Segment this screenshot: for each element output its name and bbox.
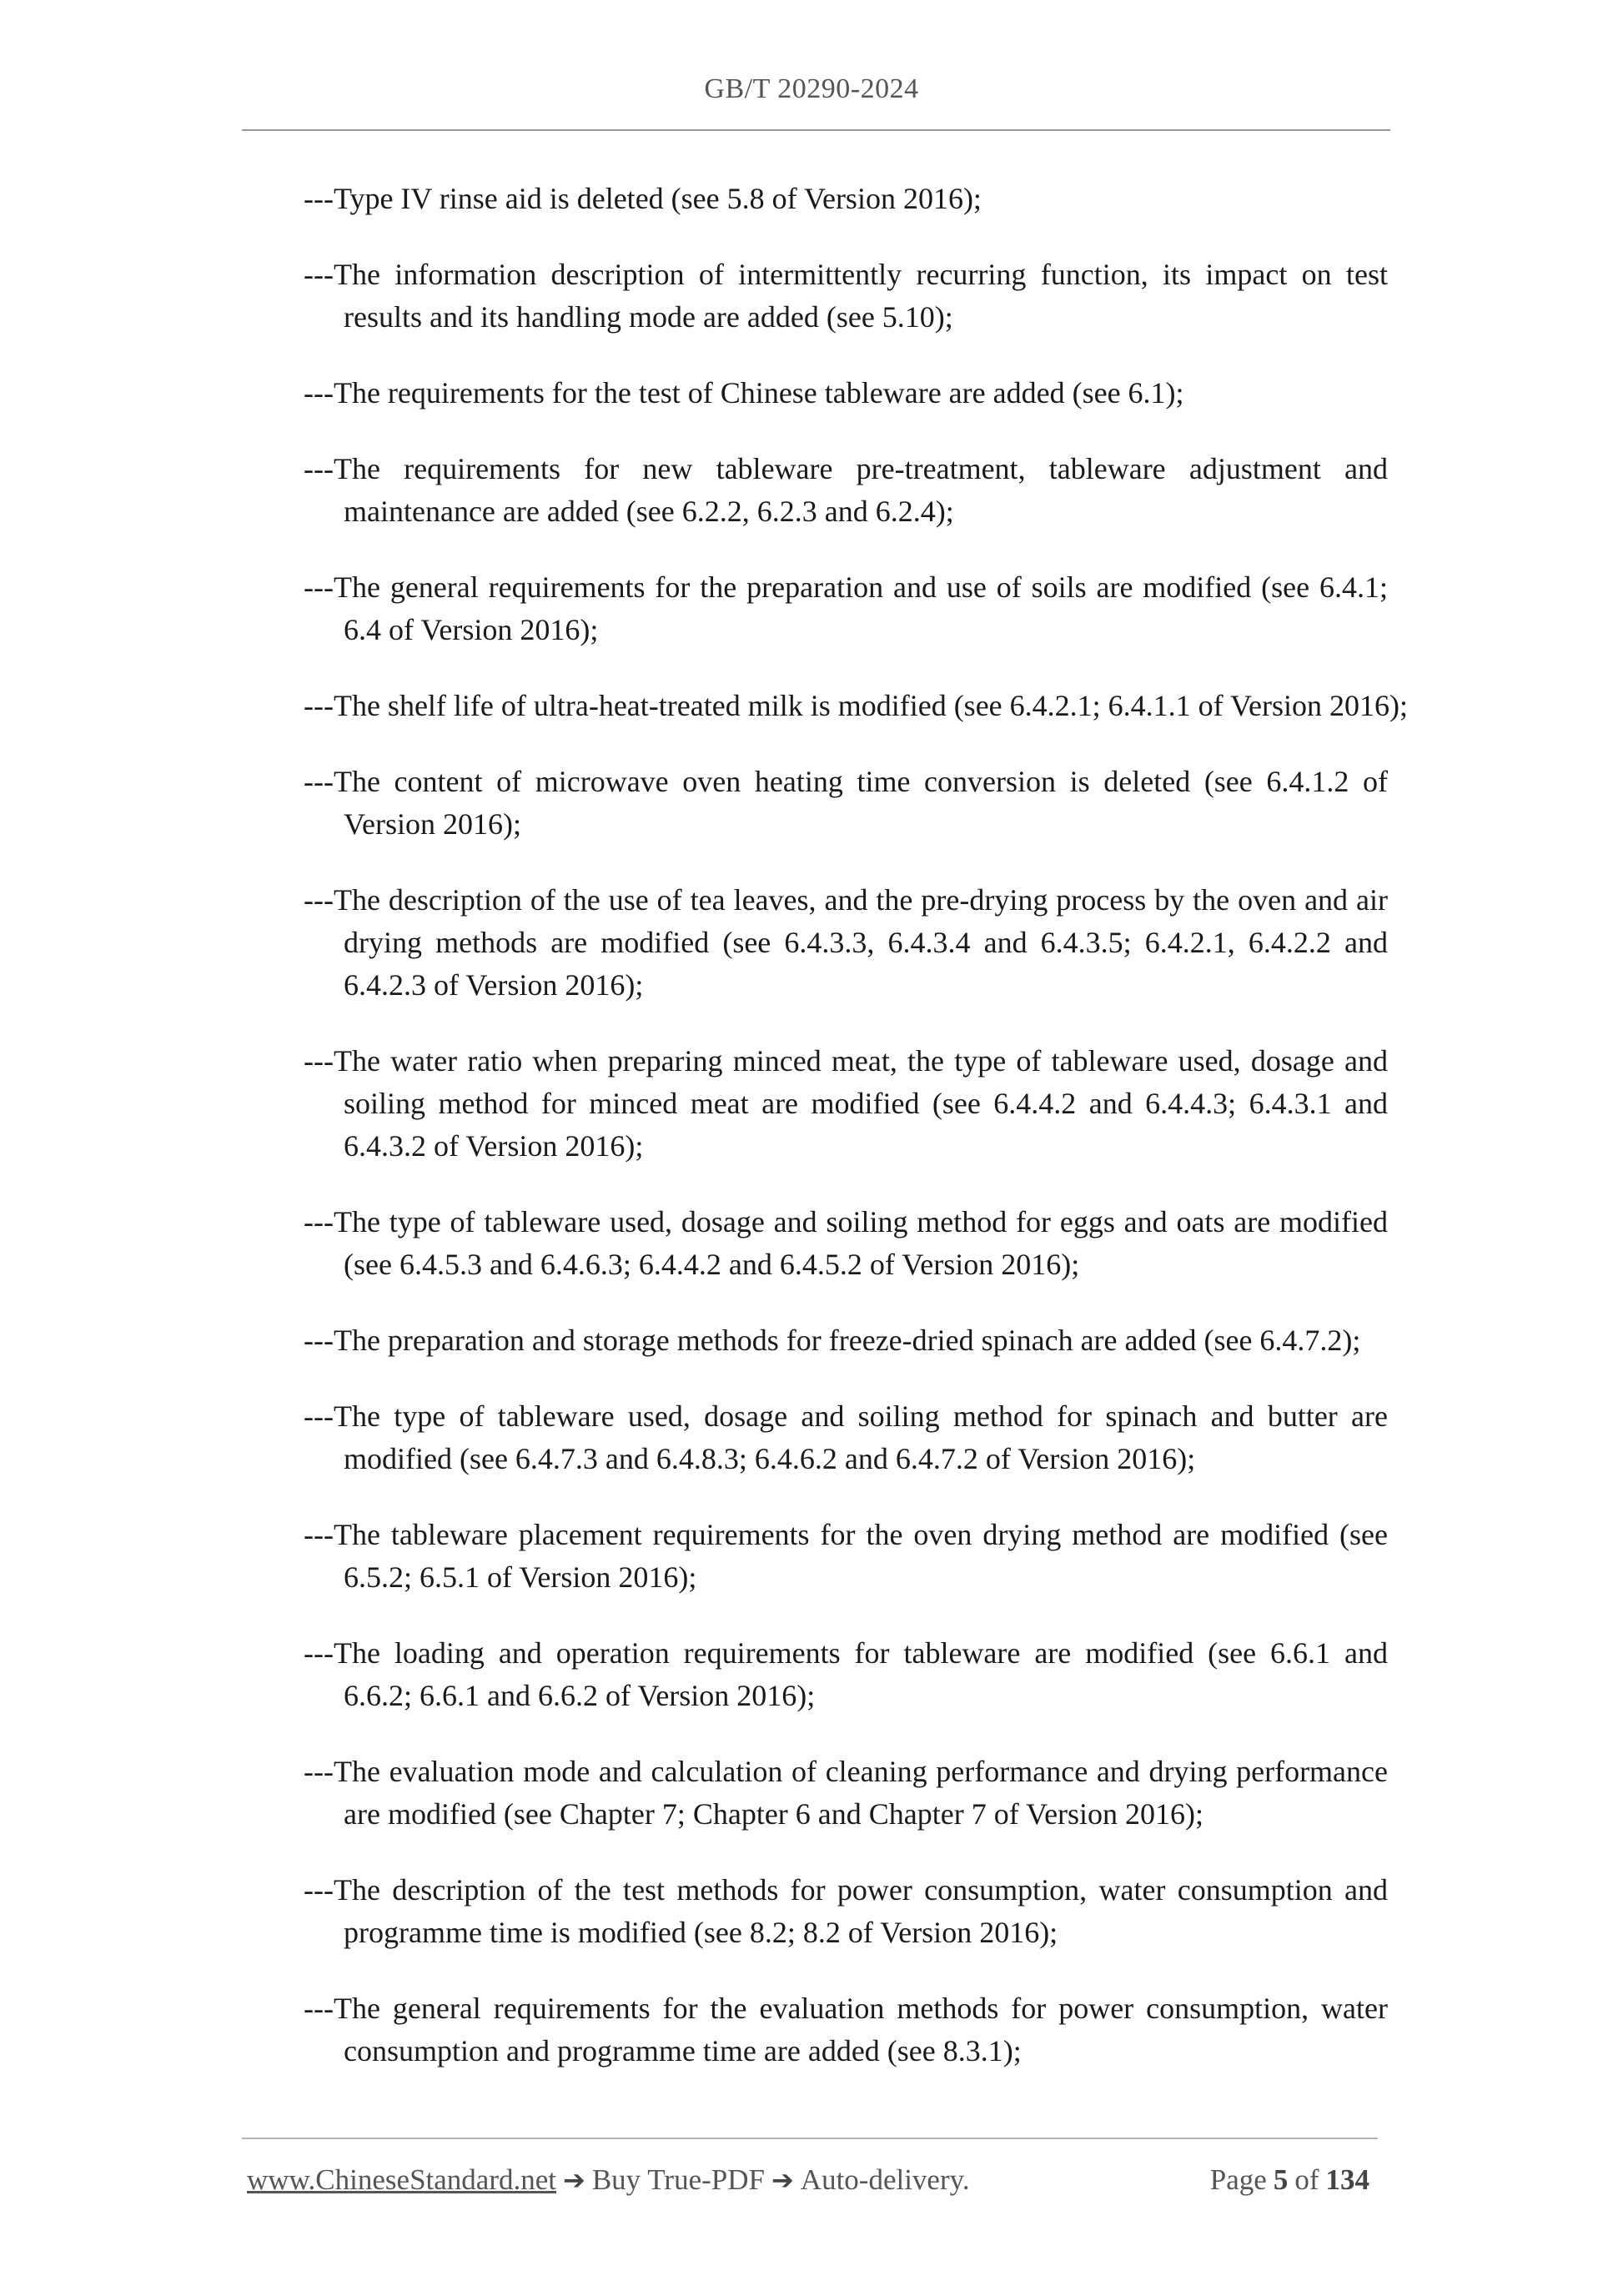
site-link[interactable]: www.ChineseStandard.net (247, 2163, 556, 2196)
change-item: ---The water ratio when preparing minced meat, the type of tableware used, dosage and soiling method for minced meat are modified (see 6.4.4.2 and 6.4.4.3; 6.4.3.1 and 6.4.3.2 of Version 2016); (304, 1044, 1388, 1163)
delivery-text: Auto-delivery. (800, 2163, 970, 2196)
page-total: 134 (1325, 2163, 1369, 2196)
header-divider (242, 129, 1390, 131)
right-arrow-icon: ➔ (771, 2164, 794, 2196)
change-item: ---The requirements for the test of Chinese tableware are added (see 6.1); (304, 376, 1184, 409)
change-item: ---The general requirements for the preparation and use of soils are modified (see 6.4.1; 6.4 of Version 2016); (304, 570, 1388, 646)
change-item: ---The general requirements for the evaluation methods for power consumption, water consumption and programme time are added (see 8.3.1); (304, 1992, 1388, 2067)
change-item: ---The requirements for new tableware pre-treatment, tableware adjustment and maintenance are added (see 6.2.2, 6.2.3 and 6.2.4); (304, 452, 1388, 528)
change-item: ---The loading and operation requirements for tableware are modified (see 6.6.1 and 6.6.2; 6.6.1 and 6.6.2 of Version 2016); (304, 1636, 1388, 1712)
buy-text: Buy True-PDF (591, 2163, 765, 2196)
right-arrow-icon: ➔ (563, 2164, 585, 2196)
change-item: ---The preparation and storage methods for freeze-dried spinach are added (see 6.4.7.2); (304, 1324, 1361, 1357)
changes-list (304, 178, 1408, 2106)
change-item: ---The tableware placement requirements for the oven drying method are modified (see 6.5.2; 6.5.1 of Version 2016); (304, 1518, 1388, 1594)
change-item: ---The type of tableware used, dosage and soiling method for spinach and butter are modified (see 6.4.7.3 and 6.4.8.3; 6.4.6.2 and 6.4.7.2 of Version 2016); (304, 1399, 1388, 1475)
change-item: ---The shelf life of ultra-heat-treated milk is modified (see 6.4.2.1; 6.4.1.1 of Version 2016); (304, 689, 1408, 722)
change-item: ---The type of tableware used, dosage and soiling method for eggs and oats are modified (see 6.4.5.3 and 6.4.6.3; 6.4.4.2 and 6.4.5.2 of Version 2016); (304, 1205, 1388, 1281)
change-item: ---The description of the test methods for power consumption, water consumption and programme time is modified (see 8.2; 8.2 of Version 2016); (304, 1873, 1388, 1949)
page-footer (247, 2159, 1376, 2201)
document-header-title: GB/T 20290-2024 (704, 73, 919, 104)
change-item: ---The content of microwave oven heating time conversion is deleted (see 6.4.1.2 of Version 2016); (304, 765, 1388, 841)
change-item: ---The evaluation mode and calculation of cleaning performance and drying performance are modified (see Chapter 7; Chapter 6 and Chapter 7 of Version 2016); (304, 1755, 1388, 1831)
page-indicator (1210, 2159, 1376, 2201)
page-label: Page (1209, 2163, 1267, 2196)
page-of: of (1294, 2163, 1319, 2196)
change-item: ---The description of the use of tea leaves, and the pre-drying process by the oven and air drying methods are modified (see 6.4.3.3, 6.4.3.4 and 6.4.3.5; 6.4.2.1, 6.4.2.2 and 6.4.2.3 of Version 2016); (304, 883, 1388, 1002)
footer-divider (242, 2138, 1378, 2139)
change-item: ---The information description of intermittently recurring function, its impact on test results and its handling mode are added (see 5.10); (304, 258, 1388, 334)
footer-promo (247, 2159, 970, 2201)
change-item: ---Type IV rinse aid is deleted (see 5.8 of Version 2016); (304, 182, 982, 215)
page-current: 5 (1273, 2163, 1289, 2196)
